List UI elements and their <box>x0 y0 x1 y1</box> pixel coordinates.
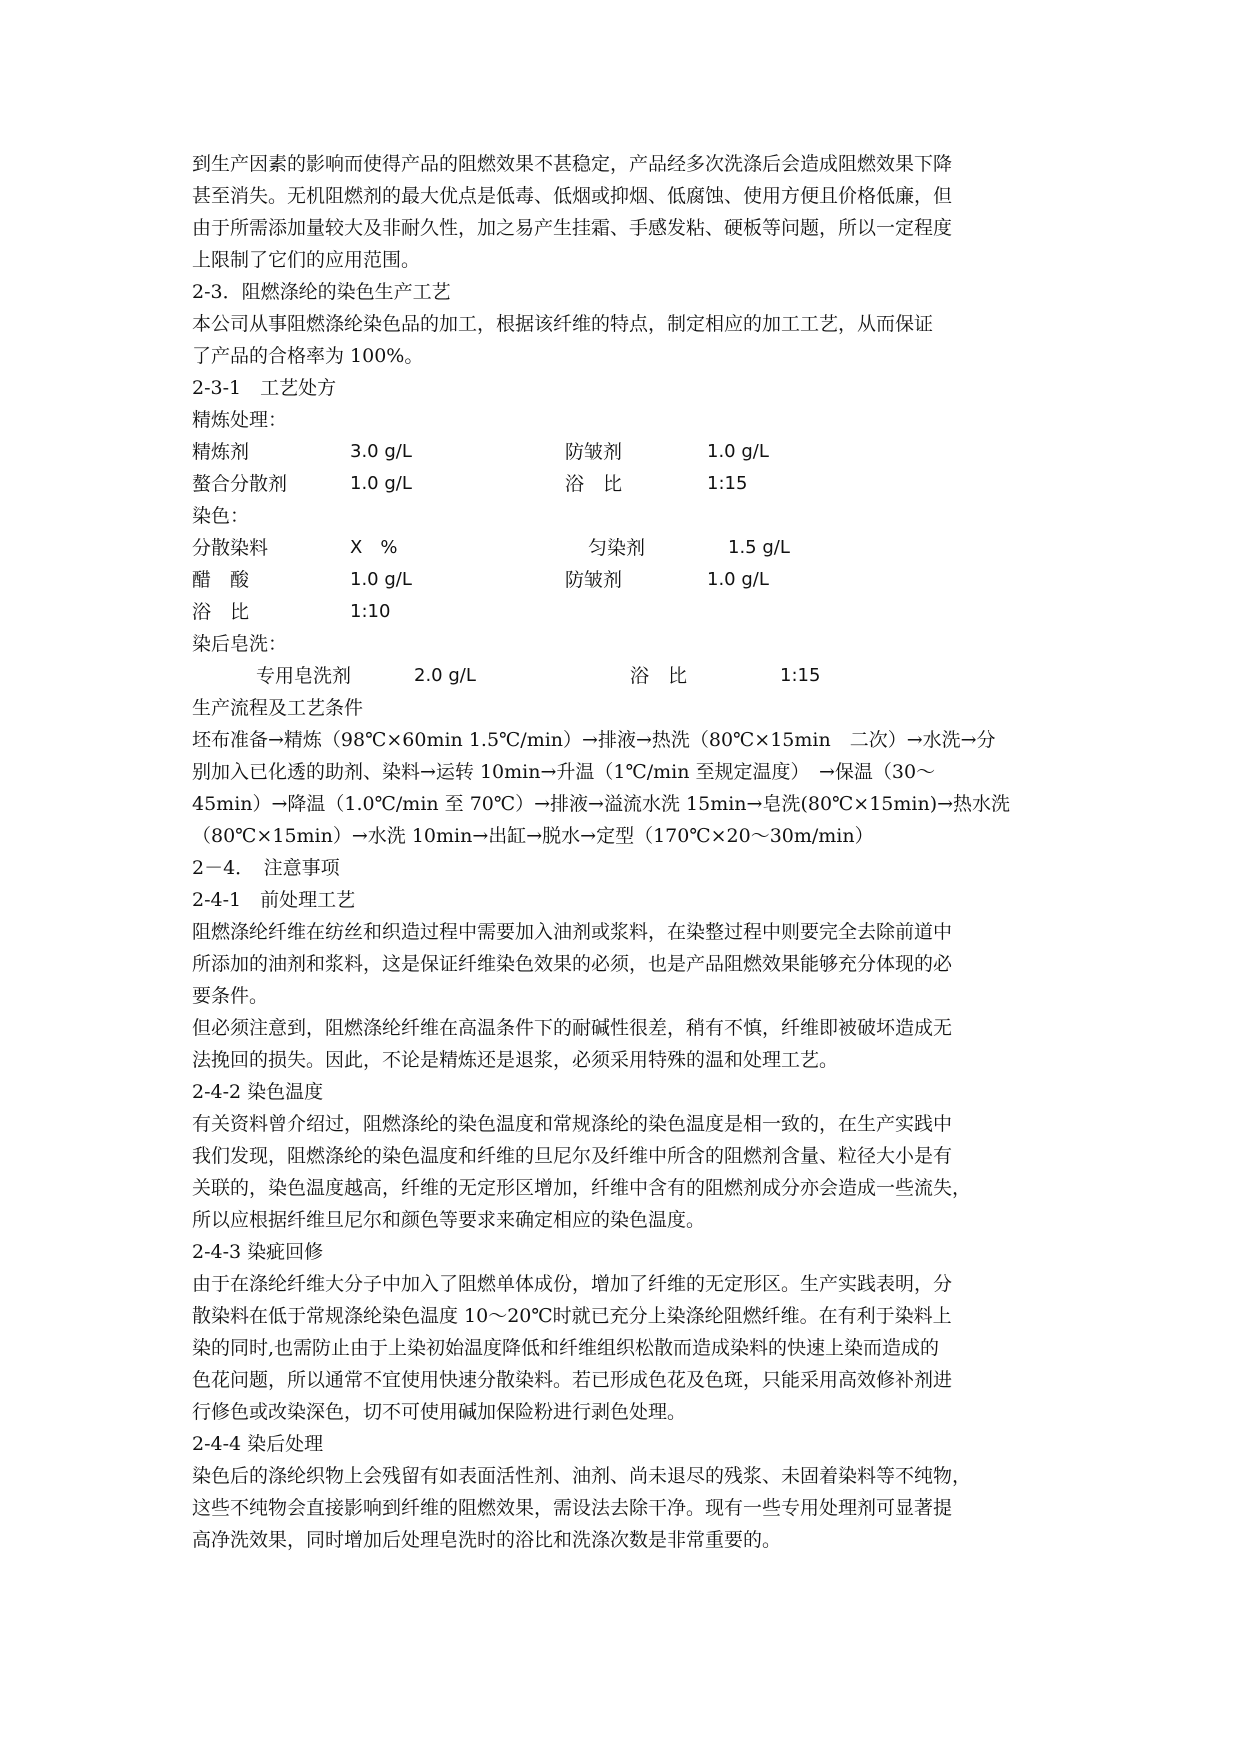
recipe-row <box>192 468 1054 500</box>
recipe-amount: 1.0 g/L <box>350 569 412 590</box>
body-line: 上限制了它们的应用范围。 <box>192 249 421 271</box>
recipe-row <box>192 660 1054 692</box>
section-heading: 2-4-2 染色温度 <box>192 1081 324 1103</box>
body-line: 高净洗效果，同时增加后处理皂洗时的浴比和洗涤次数是非常重要的。 <box>192 1529 782 1551</box>
recipe-amount: 1:15 <box>707 473 748 494</box>
body-line: 坯布准备→精炼（98℃×60min 1.5℃/min）→排液→热洗（80℃×15min 二次）→水洗→分 <box>192 729 996 751</box>
recipe-row <box>192 596 1054 628</box>
recipe-amount: 2.0 g/L <box>414 665 476 686</box>
recipe-row <box>192 436 1054 468</box>
body-line: 阻燃涤纶纤维在纺丝和织造过程中需要加入油剂或浆料，在染整过程中则要完全去除前道中 <box>192 921 953 943</box>
recipe-chemical: 浴 比 <box>565 473 623 495</box>
recipe-amount: 1:10 <box>350 601 391 622</box>
body-line: 所以应根据纤维旦尼尔和颜色等要求来确定相应的染色温度。 <box>192 1209 706 1231</box>
body-line: 但必须注意到，阻燃涤纶纤维在高温条件下的耐碱性很差，稍有不慎，纤维即被破坏造成无 <box>192 1017 953 1039</box>
section-heading: 2-4-4 染后处理 <box>192 1433 324 1455</box>
body-line: 关联的，染色温度越高，纤维的无定形区增加，纤维中含有的阻燃剂成分亦会造成一些流失， <box>192 1177 972 1199</box>
section-heading: 2-4-3 染疵回修 <box>192 1241 324 1263</box>
recipe-group-title: 精炼处理： <box>192 409 288 431</box>
body-line: 到生产因素的影响而使得产品的阻燃效果不甚稳定，产品经多次洗涤后会造成阻燃效果下降 <box>192 153 953 175</box>
recipe-chemical: 专用皂洗剂 <box>256 665 352 687</box>
body-line: 我们发现，阻燃涤纶的染色温度和纤维的旦尼尔及纤维中所含的阻燃剂含量、粒径大小是有 <box>192 1145 953 1167</box>
recipe-group-title: 染色： <box>192 505 250 527</box>
recipe-amount: 1.0 g/L <box>350 473 412 494</box>
body-line: （80℃×15min）→水洗 10min→出缸→脱水→定型（170℃×20～30m/min） <box>192 825 874 847</box>
body-line: 了产品的合格率为 100%。 <box>192 345 424 367</box>
body-line: 染的同时,也需防止由于上染初始温度降低和纤维组织松散而造成染料的快速上染而造成的 <box>192 1337 940 1359</box>
recipe-chemical: 浴 比 <box>192 601 250 623</box>
recipe-chemical: 醋 酸 <box>192 569 250 591</box>
body-line: 由于所需添加量较大及非耐久性，加之易产生挂霜、手感发粘、硬板等问题，所以一定程度 <box>192 217 953 239</box>
recipe-chemical: 防皱剂 <box>565 569 623 591</box>
recipe-amount: X % <box>350 537 398 558</box>
section-heading: 2-3．阻燃涤纶的染色生产工艺 <box>192 281 451 303</box>
body-line: 行修色或改染深色，切不可使用碱加保险粉进行剥色处理。 <box>192 1401 687 1423</box>
recipe-chemical: 防皱剂 <box>565 441 623 463</box>
body-line: 甚至消失。无机阻燃剂的最大优点是低毒、低烟或抑烟、低腐蚀、使用方便且价格低廉，但 <box>192 185 953 207</box>
body-line: 本公司从事阻燃涤纶染色品的加工，根据该纤维的特点，制定相应的加工工艺，从而保证 <box>192 313 934 335</box>
body-line: 这些不纯物会直接影响到纤维的阻燃效果，需设法去除干净。现有一些专用处理剂可显著提 <box>192 1497 953 1519</box>
body-line: 染色后的涤纶织物上会残留有如表面活性剂、油剂、尚未退尽的残浆、未固着染料等不纯物， <box>192 1465 972 1487</box>
recipe-amount: 1.5 g/L <box>728 537 790 558</box>
body-line: 要条件。 <box>192 985 269 1007</box>
body-line: 别加入已化透的助剂、染料→运转 10min→升温（1℃/min 至规定温度） →保温（30～ <box>192 761 936 783</box>
recipe-amount: 1.0 g/L <box>707 441 769 462</box>
body-line: 由于在涤纶纤维大分子中加入了阻燃单体成份，增加了纤维的无定形区。生产实践表明，分 <box>192 1273 953 1295</box>
recipe-chemical: 精炼剂 <box>192 441 250 463</box>
body-line: 45min）→降温（1.0℃/min 至 70℃）→排液→溢流水洗 15min→皂洗(80℃×15min)→热水洗 <box>192 793 1011 815</box>
section-heading: 2－4． 注意事项 <box>192 857 340 879</box>
recipe-amount: 3.0 g/L <box>350 441 412 462</box>
recipe-chemical: 螯合分散剂 <box>192 473 288 495</box>
section-heading: 生产流程及工艺条件 <box>192 697 364 719</box>
body-line: 色花问题，所以通常不宜使用快速分散染料。若已形成色花及色斑，只能采用高效修补剂进 <box>192 1369 953 1391</box>
recipe-amount: 1.0 g/L <box>707 569 769 590</box>
recipe-chemical: 分散染料 <box>192 537 269 559</box>
section-heading: 2-4-1 前处理工艺 <box>192 889 356 911</box>
recipe-amount: 1:15 <box>780 665 821 686</box>
recipe-row <box>192 564 1054 596</box>
recipe-group-title: 染后皂洗： <box>192 633 288 655</box>
section-heading: 2-3-1 工艺处方 <box>192 377 337 399</box>
recipe-row <box>192 532 1054 564</box>
body-line: 所添加的油剂和浆料，这是保证纤维染色效果的必须，也是产品阻燃效果能够充分体现的必 <box>192 953 953 975</box>
body-line: 法挽回的损失。因此，不论是精炼还是退浆，必须采用特殊的温和处理工艺。 <box>192 1049 839 1071</box>
recipe-chemical: 匀染剂 <box>588 537 646 559</box>
body-line: 散染料在低于常规涤纶染色温度 10～20℃时就已充分上染涤纶阻燃纤维。在有利于染料上 <box>192 1305 952 1327</box>
recipe-chemical: 浴 比 <box>630 665 688 687</box>
body-line: 有关资料曾介绍过，阻燃涤纶的染色温度和常规涤纶的染色温度是相一致的，在生产实践中 <box>192 1113 953 1135</box>
